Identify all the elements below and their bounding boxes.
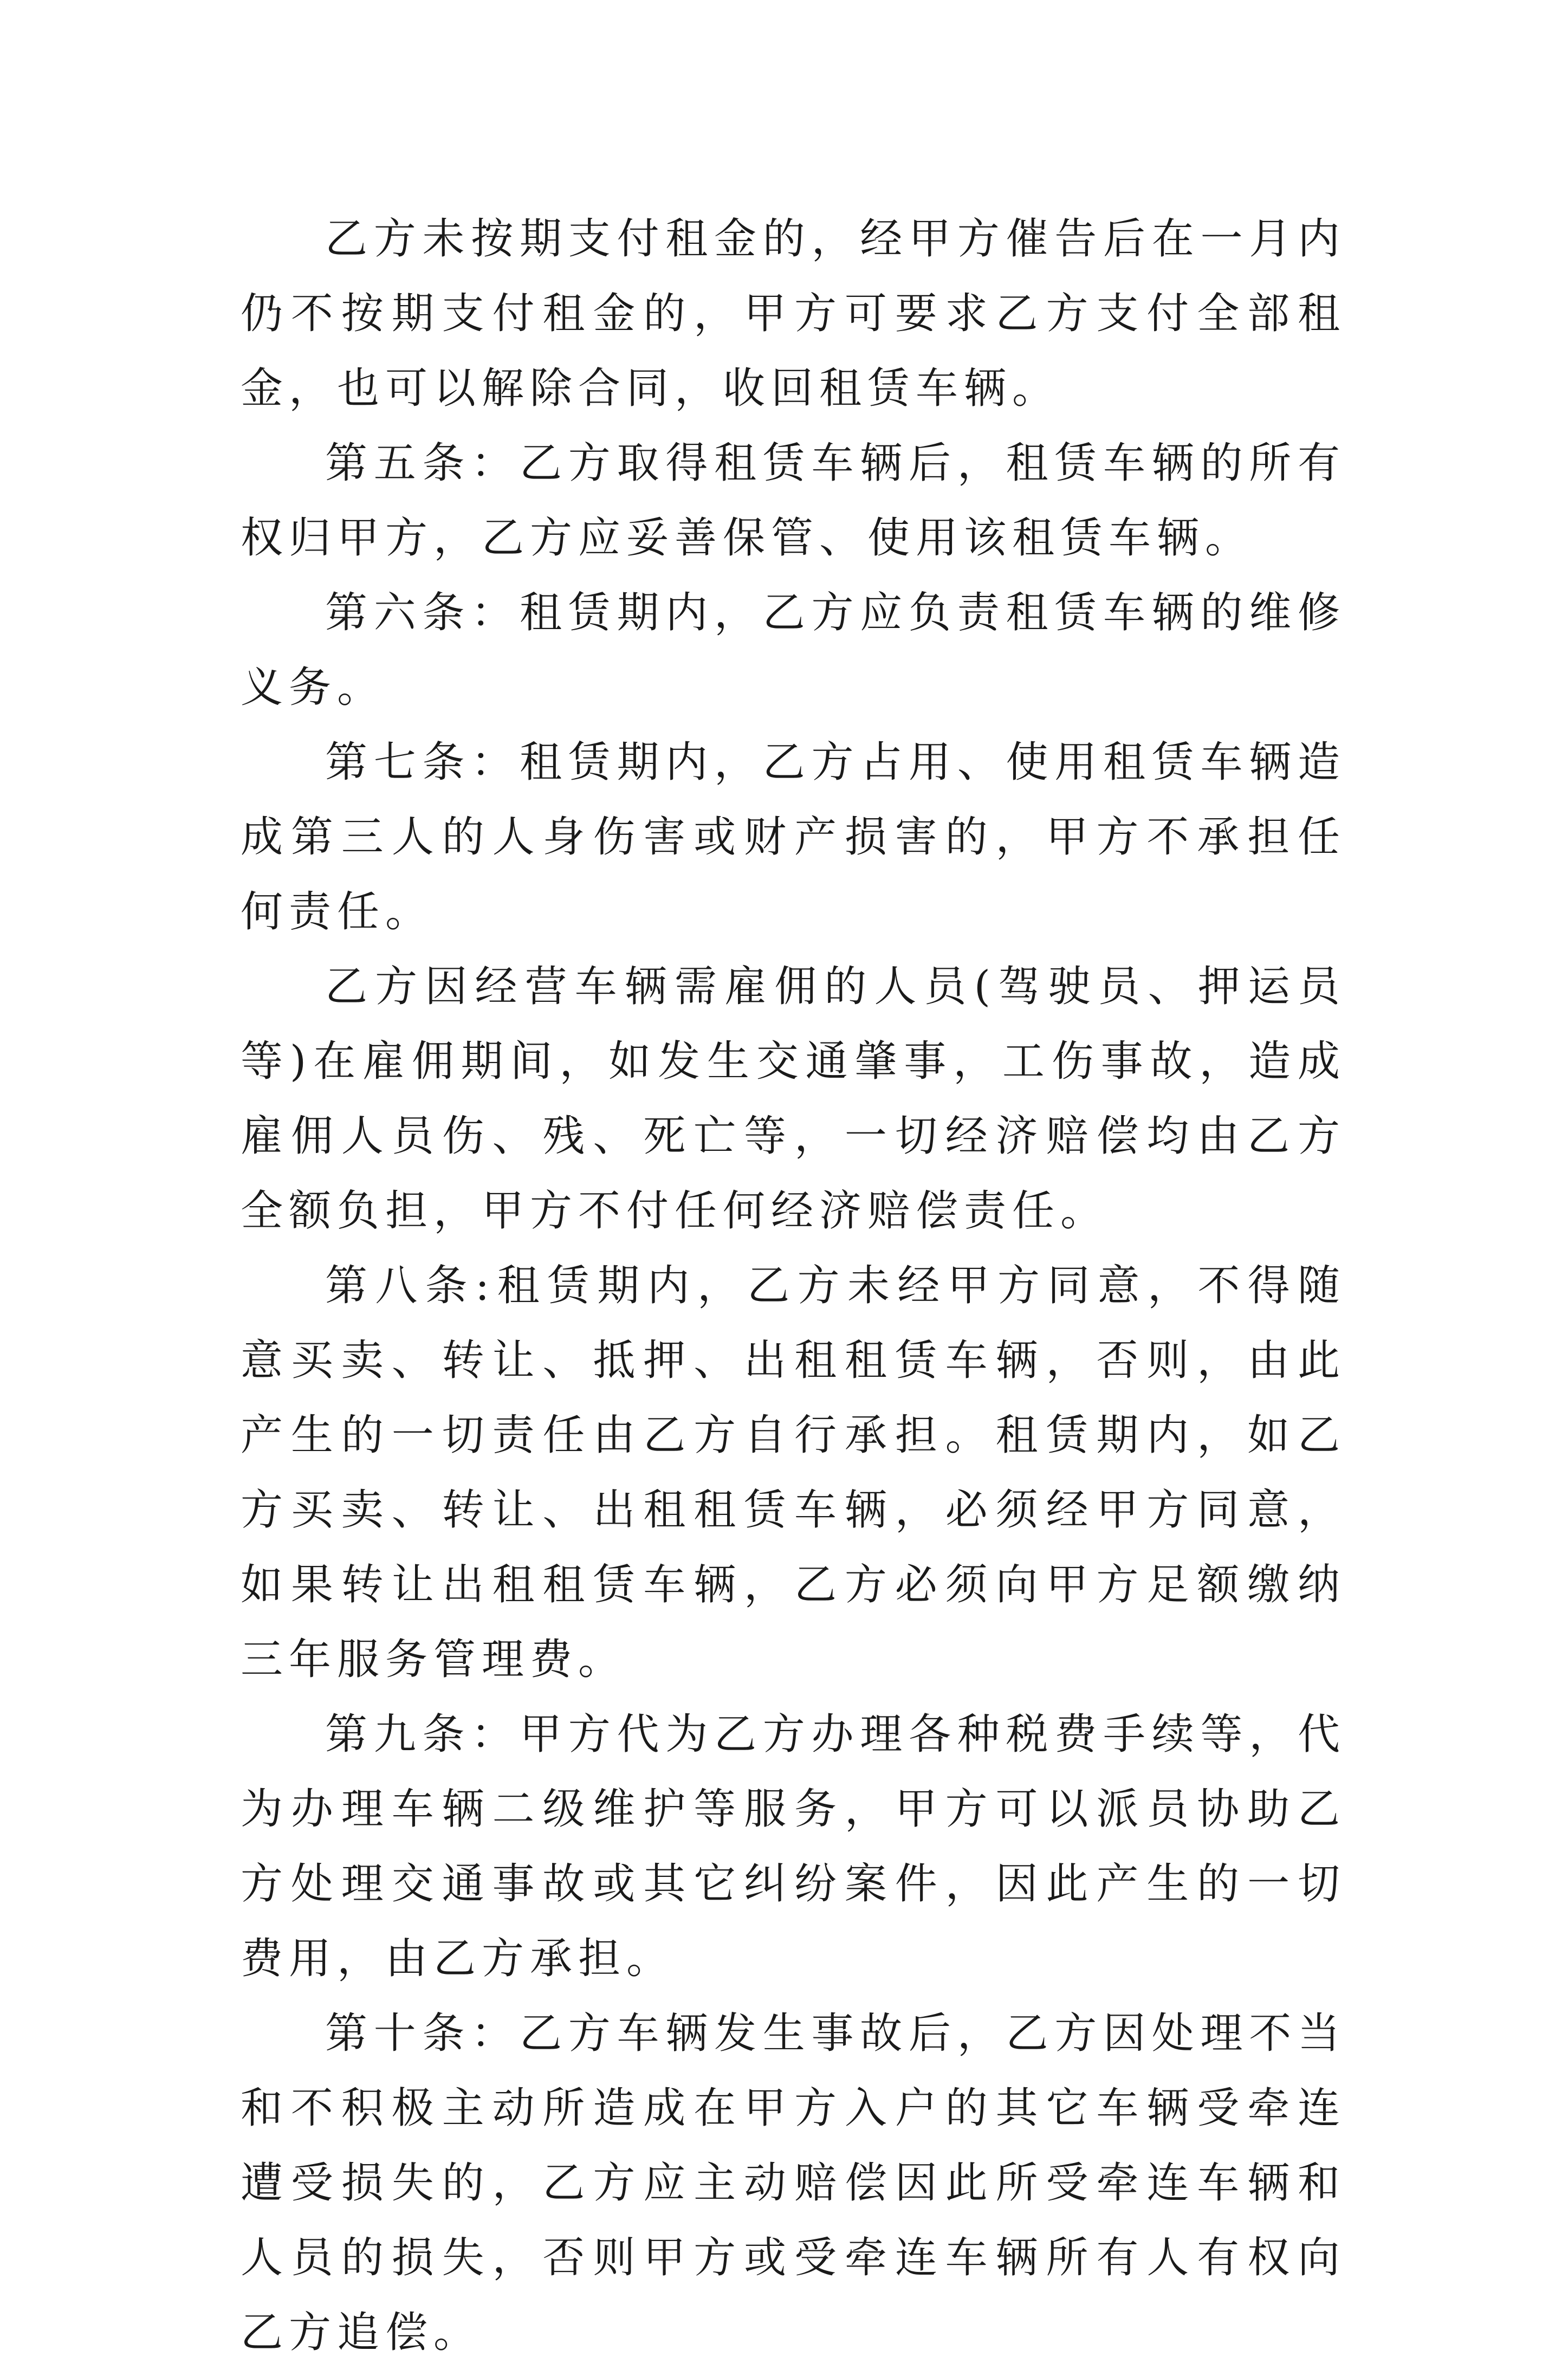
paragraph-article-6: 第六条：租赁期内，乙方应负责租赁车辆的维修义务。 — [241, 588, 1346, 712]
paragraph-article-8: 第八条:租赁期内，乙方未经甲方同意，不得随意买卖、转让、抵押、出租租赁车辆，否则，由此产生的一切责任由乙方自行承担。租赁期内，如乙方买卖、转让、出租租赁车辆，必须经甲方同意，如果转让出租租赁车辆，乙方必须向甲方足额缴纳三年服务管理费。 — [241, 1261, 1346, 1684]
paragraph-article-7: 第七条：租赁期内，乙方占用、使用租赁车辆造成第三人的人身伤害或财产损害的，甲方不承担任何责任。 — [241, 738, 1346, 936]
paragraph-article-9: 第九条：甲方代为乙方办理各种税费手续等，代为办理车辆二级维护等服务，甲方可以派员协助乙方处理交通事故或其它纠纷案件，因此产生的一切费用，由乙方承担。 — [241, 1710, 1346, 1983]
paragraph-article-10: 第十条：乙方车辆发生事故后，乙方因处理不当和不积极主动所造成在甲方入户的其它车辆受牵连遭受损失的，乙方应主动赔偿因此所受牵连车辆和人员的损失，否则甲方或受牵连车辆所有人有权向乙方追偿。 — [241, 2009, 1346, 2357]
paragraph-rent-default: 乙方未按期支付租金的，经甲方催告后在一月内仍不按期支付租金的，甲方可要求乙方支付全部租金，也可以解除合同，收回租赁车辆。 — [241, 215, 1346, 413]
contract-text — [241, 202, 1346, 2370]
paragraph-employee-liability: 乙方因经营车辆需雇佣的人员(驾驶员、押运员等)在雇佣期间，如发生交通肇事，工伤事故，造成雇佣人员伤、残、死亡等，一切经济赔偿均由乙方全额负担，甲方不付任何经济赔偿责任。 — [241, 962, 1346, 1235]
paragraph-article-5: 第五条：乙方取得租赁车辆后，租赁车辆的所有权归甲方，乙方应妥善保管、使用该租赁车辆。 — [241, 439, 1346, 562]
